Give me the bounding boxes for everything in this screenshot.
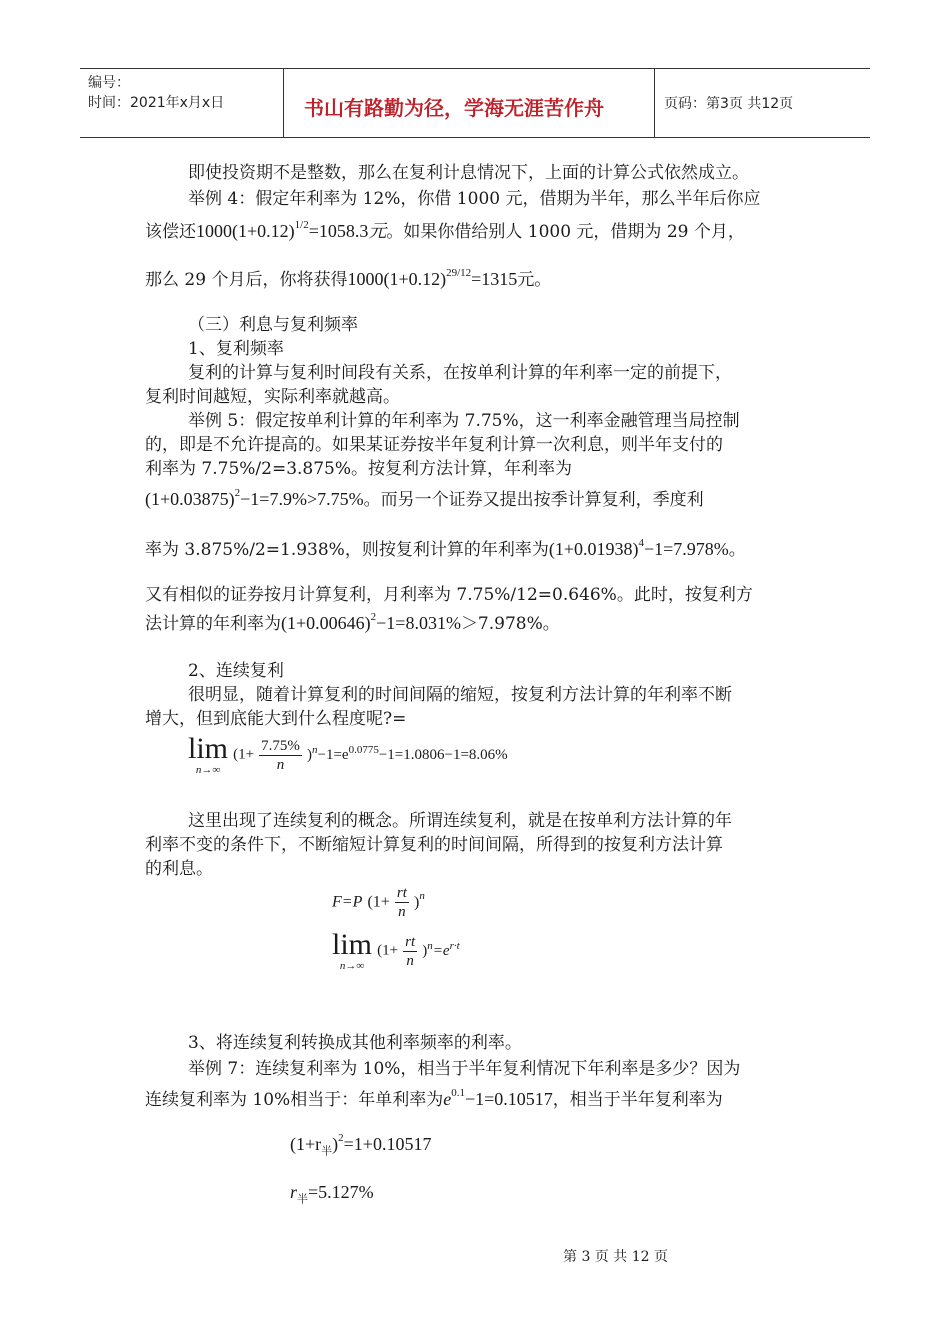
paragraph: 这里出现了连续复利的概念。所谓连续复利，就是在按单利方法计算的年 xyxy=(188,811,732,831)
lim-symbol: lim xyxy=(332,928,373,961)
formula: $e^{0.1}-1=0.10517$ xyxy=(443,1087,553,1109)
paragraph: 利率不变的条件下，不断缩短计算复利的时间间隔，所得到的按复利方法计算 xyxy=(145,835,723,855)
section-heading: （三）利息与复利频率 xyxy=(188,315,358,335)
paragraph-with-formula: 那么 29 个月后，你将获得$1000(1+0.12)^{29/12}=1315$元。 xyxy=(145,267,552,290)
paragraph-with-formula: $(1+0.03875)^2-1=7.9\%>7.75\%$。而另一个证券又提出按季计算复利，季度利 xyxy=(145,487,704,510)
paragraph: 举例 4：假定年利率为 12%，你借 1000 元，借期为半年，那么半年后你应 xyxy=(188,189,761,209)
paragraph-with-formula: 连续复利率为 10%相当于：年单利率为$e^{0.1}-1=0.10517$，相当于半年复利率为 xyxy=(145,1087,723,1110)
compound-formula: F=P (1+ $\frac{rt}{n}$ )$^n$ xyxy=(332,885,425,920)
paragraph: 利率为 7.75%/2=3.875%。按复利方法计算，年利率为 xyxy=(145,459,573,479)
page-indicator: 页码：第3页 共12页 xyxy=(664,96,794,112)
document-time-label: 时间：2021年x月x日 xyxy=(88,95,225,111)
paragraph: 的，即是不允许提高的。如果某证券按半年复利计算一次利息，则半年支付的 xyxy=(145,435,723,455)
subsection-heading: 1、复利频率 xyxy=(188,339,284,359)
formula: $1000(1+0.12)^{1/2}=1058.3$元 xyxy=(196,219,387,241)
paragraph-with-formula: 率为 3.875%/2=1.938%，则按复利计算的年利率为$(1+0.01938)^4-1=7.978\%$。 xyxy=(145,537,746,560)
formula: $(1+0.01938)^4-1=7.978\%$ xyxy=(548,537,729,559)
page-footer: 第 3 页 共 12 页 xyxy=(563,1249,668,1265)
paragraph: 又有相似的证券按月计算复利，月利率为 7.75%/12=0.646%。此时，按复利方 xyxy=(145,585,753,605)
formula: $r_半=5.127\%$ xyxy=(290,1182,374,1206)
lim-subscript: n→∞ xyxy=(339,960,365,972)
limit-formula: lim n→∞ (1+ $\frac{7.75\%}{n}$ )$^n-1=e^{0.0775}-1=1.0806-1=8.06\%$ xyxy=(188,732,508,776)
paragraph-with-formula: 该偿还$1000(1+0.12)^{1/2}=1058.3$元。如果你借给别人 1000 元，借期为 29 个月， xyxy=(145,219,745,242)
paragraph-with-formula: 法计算的年利率为$(1+0.00646)^2-1=8.031\%>7.978\%$。 xyxy=(145,611,560,634)
paragraph: 增大，但到底能大到什么程度呢?= xyxy=(145,709,407,729)
paragraph: 的利息。 xyxy=(145,859,213,879)
limit-formula: lim n→∞ (1+ $\frac{rt}{n}$ )$^n=e^{r\cdot t}$ xyxy=(332,928,460,972)
lim-symbol: lim xyxy=(188,732,229,765)
header-motto: 书山有路勤为径，学海无涯苦作舟 xyxy=(304,96,604,120)
formula: $(1+0.03875)^2-1=7.9\%>7.75\%$ xyxy=(145,487,364,509)
subsection-heading: 2、连续复利 xyxy=(188,661,284,681)
formula: $(1+0.00646)^2-1=8.031\%$ xyxy=(281,611,461,633)
paragraph: 复利的计算与复利时间段有关系，在按单利计算的年利率一定的前提下， xyxy=(188,363,732,383)
subsection-heading: 3、将连续复利转换成其他利率频率的利率。 xyxy=(188,1033,522,1053)
paragraph: 复利时间越短，实际利率就越高。 xyxy=(145,387,400,407)
lim-subscript: n→∞ xyxy=(195,764,221,776)
header-divider xyxy=(654,69,655,137)
header-divider xyxy=(283,69,284,137)
paragraph: 举例 7：连续复利率为 10%，相当于半年复利情况下年利率是多少？因为 xyxy=(188,1059,741,1079)
document-number-label: 编号： xyxy=(88,75,130,91)
formula: $1000(1+0.12)^{29/12}=1315$ xyxy=(347,267,518,289)
paragraph: 很明显，随着计算复利的时间间隔的缩短，按复利方法计算的年利率不断 xyxy=(188,685,732,705)
paragraph: 举例 5：假定按单利计算的年利率为 7.75%，这一利率金融管理当局控制 xyxy=(188,411,740,431)
formula: $(1+r_半)^2=1+0.10517$ xyxy=(290,1132,432,1158)
paragraph: 即使投资期不是整数，那么在复利计息情况下，上面的计算公式依然成立。 xyxy=(188,163,749,183)
